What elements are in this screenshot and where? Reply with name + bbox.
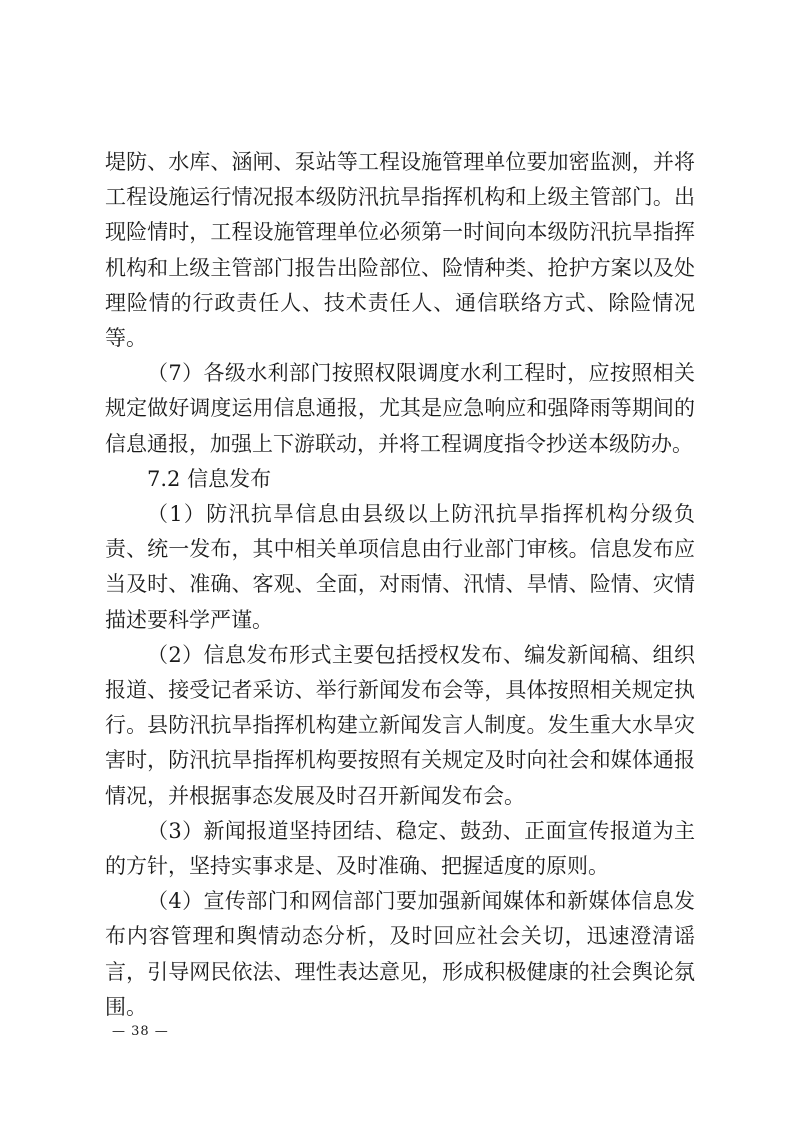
- paragraph-item-2: （2）信息发布形式主要包括授权发布、编发新闻稿、组织报道、接受记者采访、举行新闻发布会等，具体按照相关规定执行。县防汛抗旱指挥机构建立新闻发言人制度。发生重大水旱灾害时，防汛抗旱指挥机构要按照有关规定及时向社会和媒体通报情况，并根据事态发展及时召开新闻发布会。: [105, 642, 695, 808]
- paragraph-item-7: （7）各级水利部门按照权限调度水利工程时，应按照相关规定做好调度运用信息通报，尤其是应急响应和强降雨等期间的信息通报，加强上下游联动，并将工程调度指令抄送本级防办。: [105, 361, 695, 456]
- paragraph-item-3: （3）新闻报道坚持团结、稳定、鼓劲、正面宣传报道为主的方针，坚持实事求是、及时准确、把握适度的原则。: [105, 818, 695, 879]
- paragraph-continued: 堤防、水库、涵闸、泵站等工程设施管理单位要加密监测，并将工程设施运行情况报本级防汛抗旱指挥机构和上级主管部门。出现险情时，工程设施管理单位必须第一时间向本级防汛抗旱指挥机构和上级主管部门报告出险部位、险情种类、抢护方案以及处理险情的行政责任人、技术责任人、通信联络方式、除险情况等。: [105, 150, 695, 351]
- page-number: — 38 —: [112, 1024, 169, 1039]
- body-text: [105, 145, 695, 1025]
- paragraph-item-4: （4）宣传部门和网信部门要加强新闻媒体和新媒体信息发布内容管理和舆情动态分析，及时回应社会关切，迅速澄清谣言，引导网民依法、理性表达意见，形成积极健康的社会舆论氛围。: [105, 889, 695, 1019]
- section-heading-7-2: 7.2 信息发布: [147, 466, 272, 491]
- paragraph-item-1: （1）防汛抗旱信息由县级以上防汛抗旱指挥机构分级负责、统一发布，其中相关单项信息由行业部门审核。信息发布应当及时、准确、客观、全面，对雨情、汛情、旱情、险情、灾情描述要科学严谨。: [105, 502, 695, 632]
